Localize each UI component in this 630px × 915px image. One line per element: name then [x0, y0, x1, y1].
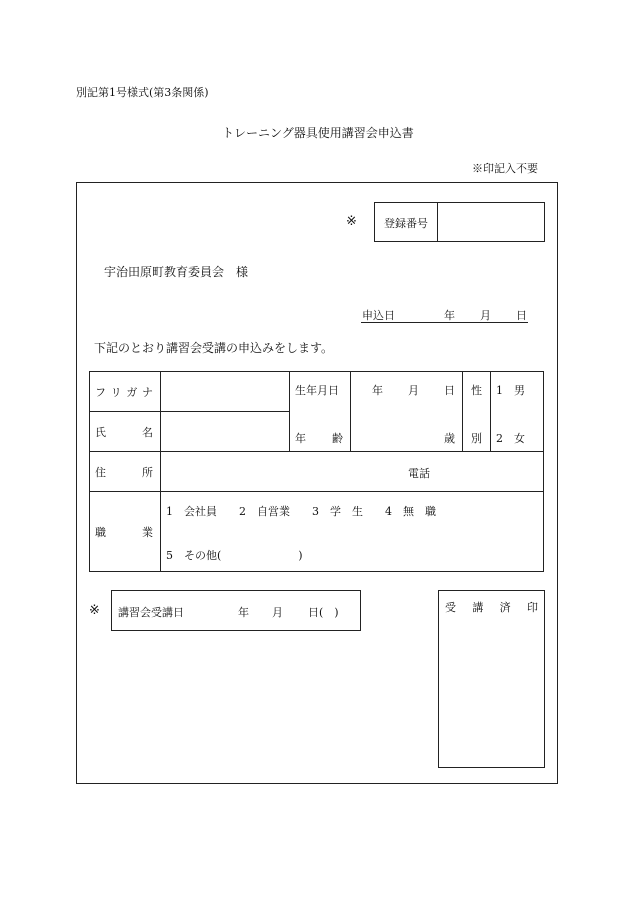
age-unit[interactable]: 歳: [444, 432, 455, 445]
name-field[interactable]: [163, 414, 286, 448]
completion-stamp-box: [438, 590, 545, 768]
application-date-day[interactable]: 日: [516, 309, 527, 322]
furigana-field[interactable]: [163, 374, 286, 408]
completion-stamp-label: 受 講 済 印: [445, 601, 538, 614]
sex-label-bottom: 別: [471, 432, 482, 445]
application-date-underline: [361, 322, 528, 323]
birth-year[interactable]: 年: [372, 384, 383, 397]
form-title: トレーニング器具使用講習会申込書: [222, 126, 414, 140]
application-date-month[interactable]: 月: [480, 309, 491, 322]
occupation-options[interactable]: 1 会社員 2 自営業 3 学 生 4 無 職: [166, 505, 436, 518]
application-date-year[interactable]: 年: [444, 309, 455, 322]
office-use-mark: ※: [346, 214, 357, 229]
occupation-other[interactable]: 5 その他( ): [166, 549, 303, 562]
age-label: 年 齢: [295, 432, 343, 445]
intro-text: 下記のとおり講習会受講の申込みをします。: [94, 341, 334, 355]
sex-option-male[interactable]: 1 男: [496, 384, 525, 397]
course-date-day[interactable]: 日( ): [308, 606, 339, 619]
birth-month[interactable]: 月: [408, 384, 419, 397]
registration-number-label: 登録番号: [384, 217, 428, 230]
name-label: 氏 名: [95, 426, 153, 439]
address-label: 住 所: [95, 466, 153, 479]
course-date-year[interactable]: 年: [238, 606, 249, 619]
sex-option-female[interactable]: 2 女: [496, 432, 525, 445]
registration-divider: [437, 202, 438, 242]
birthdate-label: 生年月日: [295, 384, 339, 397]
application-date-label: 申込日: [362, 309, 395, 322]
office-use-mark-2: ※: [89, 603, 100, 618]
seal-not-required-note: ※印記入不要: [472, 162, 538, 175]
furigana-label: フ リ ガ ナ: [95, 386, 153, 399]
course-date-month[interactable]: 月: [272, 606, 283, 619]
address-field[interactable]: [163, 454, 403, 488]
sex-label-top: 性: [471, 384, 482, 397]
registration-number-field[interactable]: [444, 215, 540, 231]
phone-field[interactable]: [436, 454, 540, 488]
form-reference: 別記第1号様式(第3条関係): [76, 86, 209, 99]
addressee: 宇治田原町教育委員会 様: [104, 265, 249, 279]
birth-day[interactable]: 日: [444, 384, 455, 397]
course-date-label: 講習会受講日: [118, 606, 184, 619]
occupation-label: 職 業: [95, 526, 153, 539]
phone-label: 電話: [408, 467, 430, 480]
